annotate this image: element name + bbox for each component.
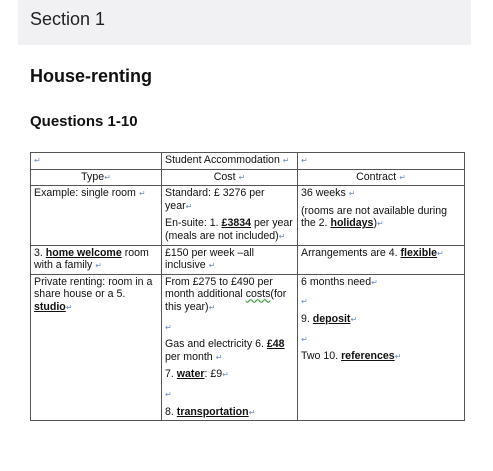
question-number: 9. xyxy=(301,312,310,325)
paragraph-mark-icon: ↵ xyxy=(138,189,146,199)
paragraph-mark-icon: ↵ xyxy=(301,297,308,307)
paragraph-mark-icon: ↵ xyxy=(95,261,102,271)
paragraph-mark-icon: ↵ xyxy=(165,322,172,332)
table-row xyxy=(31,186,465,245)
paragraph-mark-icon: ↵ xyxy=(394,352,402,362)
answer-5: studio xyxy=(34,300,66,313)
spellcheck-flagged-word: costs xyxy=(245,288,271,301)
contract-line xyxy=(301,313,461,327)
paragraph-mark-icon: ↵ xyxy=(65,302,73,312)
cost-text: (for this year) xyxy=(165,288,287,313)
table-cell xyxy=(162,186,298,245)
table-row xyxy=(31,274,465,420)
paragraph-mark-icon: ↵ xyxy=(278,231,286,241)
question-number: Gas and electricity 6. xyxy=(165,338,264,351)
type-text: room with a family xyxy=(34,246,149,272)
paragraph-mark-icon: ↵ xyxy=(350,314,358,324)
column-header-type: Type xyxy=(81,170,105,183)
table-cell xyxy=(31,245,162,274)
column-header-contract: Contract xyxy=(356,170,397,183)
contract-text: 36 weeks xyxy=(301,187,346,200)
table-row xyxy=(31,169,465,186)
cost-text: £150 per week –all inclusive xyxy=(165,246,254,272)
contract-text: 6 months need xyxy=(301,275,372,288)
section-header xyxy=(18,0,471,45)
type-text: Private renting: room in a share house or a 5. xyxy=(34,275,153,301)
paragraph-mark-icon: ↵ xyxy=(185,201,193,211)
cost-text: : £9 xyxy=(204,368,223,381)
paragraph-mark-icon: ↵ xyxy=(208,261,216,271)
cost-text: Standard: £ 3276 per year xyxy=(165,187,265,212)
paragraph-mark-icon: ↵ xyxy=(208,302,216,312)
table-header-cell xyxy=(162,169,298,186)
question-number: 7. xyxy=(165,368,174,381)
table-cell xyxy=(31,153,162,170)
answer-2: holidays xyxy=(330,217,374,230)
contract-text: ) xyxy=(373,217,377,230)
paragraph-mark-icon: ↵ xyxy=(301,334,308,344)
contract-line xyxy=(301,350,461,364)
accommodation-table xyxy=(30,152,465,421)
paragraph-mark-icon: ↵ xyxy=(348,189,356,199)
table-cell xyxy=(298,153,465,170)
answer-8: transportation xyxy=(176,405,249,418)
contract-text: Arrangements are 4. xyxy=(301,246,398,259)
paragraph-mark-icon: ↵ xyxy=(371,277,378,287)
paragraph-mark-icon: ↵ xyxy=(165,389,172,399)
paragraph-mark-icon: ↵ xyxy=(215,352,223,362)
questions-heading: Questions 1-10 xyxy=(30,113,138,130)
paragraph-mark-icon: ↵ xyxy=(282,156,290,165)
type-text: Example: single room xyxy=(34,187,136,200)
question-number: En-suite: 1. xyxy=(165,217,219,230)
answer-9: deposit xyxy=(312,312,351,325)
answer-3: home welcome xyxy=(45,246,122,259)
answer-10: references xyxy=(341,350,395,363)
paragraph-mark-icon: ↵ xyxy=(222,370,229,380)
contract-line xyxy=(301,276,461,290)
column-header-cost: Cost xyxy=(213,170,236,183)
table-cell xyxy=(162,153,298,170)
section-title: Section 1 xyxy=(30,9,106,29)
cost-line xyxy=(165,217,294,243)
answer-6: £48 xyxy=(266,338,285,351)
table-cell xyxy=(298,274,465,420)
table-header-cell xyxy=(298,169,465,186)
table-cell xyxy=(31,274,162,420)
question-number: 3. xyxy=(34,246,43,259)
answer-4: flexible xyxy=(400,246,438,259)
cost-text: per month xyxy=(165,350,213,363)
contract-line xyxy=(301,187,461,201)
paragraph-mark-icon: ↵ xyxy=(376,219,384,229)
paragraph-mark-icon: ↵ xyxy=(34,156,41,165)
paragraph-mark-icon: ↵ xyxy=(399,172,406,182)
cost-line xyxy=(165,406,294,420)
table-title: Student Accommodation xyxy=(165,154,280,166)
answer-1: £3834 xyxy=(221,217,252,230)
cost-line xyxy=(165,187,294,213)
contract-line xyxy=(301,205,461,231)
question-number: Two 10. xyxy=(301,350,339,363)
cost-text: From £275 to £490 per month additional xyxy=(165,275,273,301)
table-cell xyxy=(298,245,465,274)
cost-text: per year (meals are not included) xyxy=(165,217,293,242)
paragraph-mark-icon: ↵ xyxy=(248,407,256,417)
cost-line xyxy=(165,276,294,315)
contract-text: (rooms are not available during the 2. xyxy=(301,204,448,230)
table-cell xyxy=(162,245,298,274)
paragraph-mark-icon: ↵ xyxy=(301,156,308,165)
table-cell xyxy=(162,274,298,420)
answer-7: water xyxy=(176,368,205,381)
question-number: 8. xyxy=(165,405,174,418)
cost-line xyxy=(165,338,294,364)
table-cell xyxy=(298,186,465,245)
table-cell xyxy=(31,186,162,245)
paragraph-mark-icon: ↵ xyxy=(238,172,246,182)
page-title: House-renting xyxy=(30,66,153,86)
table-row xyxy=(31,245,465,274)
paragraph-mark-icon: ↵ xyxy=(437,248,444,258)
table-header-cell xyxy=(31,169,162,186)
paragraph-mark-icon: ↵ xyxy=(104,172,111,182)
cost-line xyxy=(165,368,294,382)
table-row xyxy=(31,153,465,170)
